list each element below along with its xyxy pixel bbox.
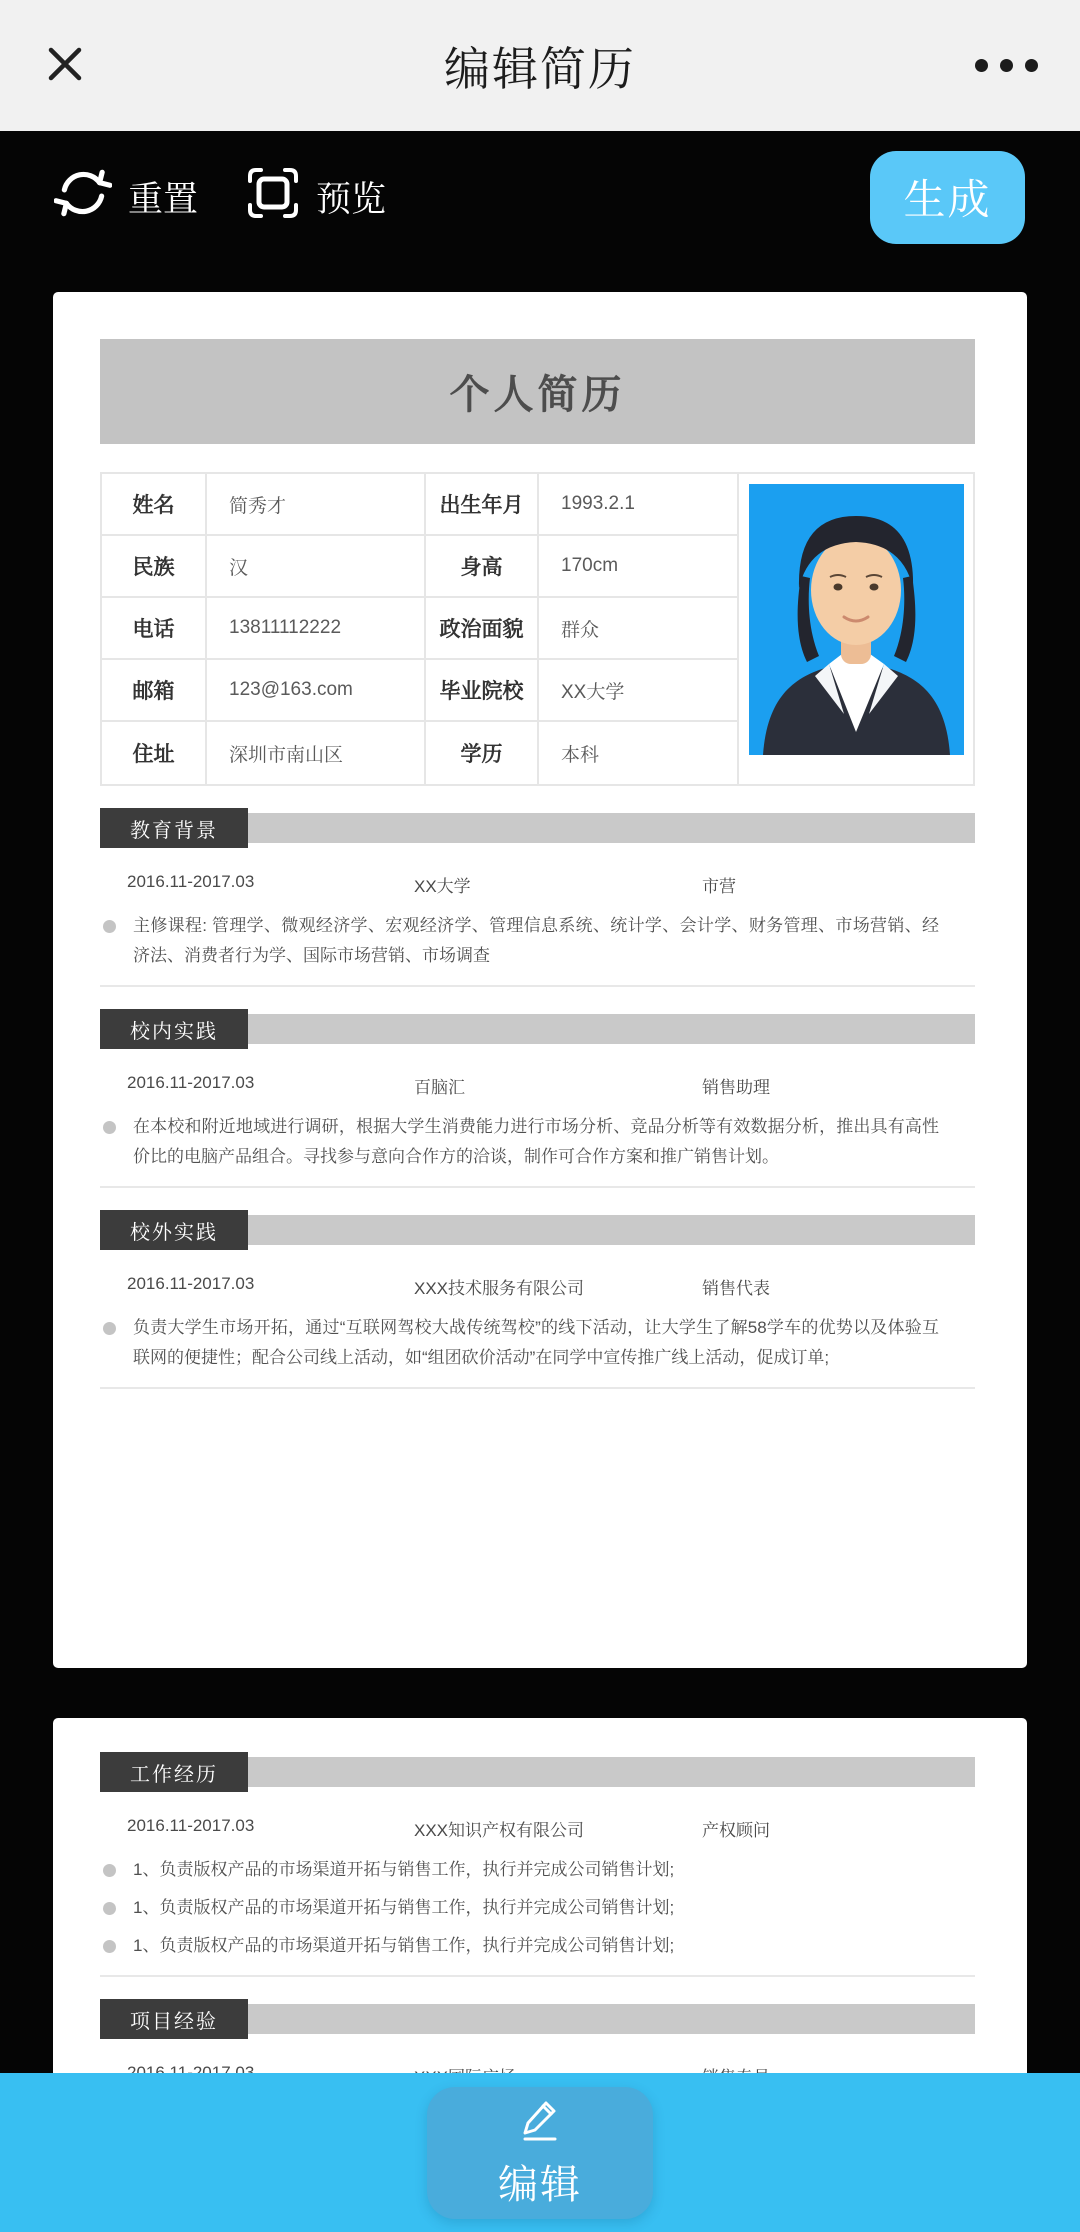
bullet-text: 1、负责版权产品的市场渠道开拓与销售工作，执行并完成公司销售计划; (133, 1936, 675, 1955)
edit-button[interactable] (427, 2087, 653, 2219)
top-bar (0, 0, 1080, 131)
section-date: 2016.11-2017.03 (127, 1816, 255, 1835)
section-header (100, 1009, 975, 1049)
info-value: 本科 (539, 722, 739, 784)
section-title: 教育背景 (130, 819, 218, 842)
toolbar (0, 131, 1080, 263)
section-bullets (100, 911, 975, 971)
bullet-dot-icon (103, 1902, 116, 1915)
page-title: 编辑简历 (444, 42, 636, 95)
section-header-bar (248, 1014, 975, 1044)
bullet-dot-icon (103, 1864, 116, 1877)
bullet-text: 在本校和附近地域进行调研，根据大学生消费能力进行市场分析、竞品分析等有效数据分析，推出具有高性价比的电脑产品组合。寻找参与意向合作方的洽谈，制作可合作方案和推广销售计划。 (133, 1117, 939, 1166)
section-header (100, 808, 975, 848)
bottom-bar (0, 2073, 1080, 2232)
section-title-tab (100, 808, 248, 848)
bullet-dot-icon (103, 1322, 116, 1335)
section-organization: XXX技术服务有限公司 (414, 1279, 585, 1298)
section-role: 销售代表 (702, 1279, 770, 1298)
section-meta-row (100, 1073, 975, 1098)
section-divider (100, 1387, 975, 1389)
section-title: 校外实践 (130, 1221, 218, 1244)
id-photo (749, 484, 964, 755)
info-value: 群众 (539, 598, 739, 660)
bullet-text: 主修课程: 管理学、微观经济学、宏观经济学、管理信息系统、统计学、会计学、财务管理、市场营销、经济法、消费者行为学、国际市场营销、市场调查 (133, 916, 939, 965)
section-divider (100, 1975, 975, 1977)
section-header (100, 1752, 975, 1792)
section-divider (100, 985, 975, 987)
section-role: 市营 (702, 877, 736, 896)
info-label: 出生年月 (426, 474, 539, 536)
info-value: 123@163.com (207, 660, 426, 722)
section-header-bar (248, 1215, 975, 1245)
bullet-item (100, 1112, 975, 1172)
info-value: 汉 (207, 536, 426, 598)
bullet-dot-icon (103, 1121, 116, 1134)
reset-icon (54, 164, 112, 231)
section-bullets (100, 1313, 975, 1373)
section-organization: 百脑汇 (414, 1078, 465, 1097)
bullet-text: 1、负责版权产品的市场渠道开拓与销售工作，执行并完成公司销售计划; (133, 1898, 675, 1917)
pencil-icon (516, 2097, 564, 2151)
edit-label: 编辑 (498, 2162, 582, 2207)
section-title-tab (100, 1752, 248, 1792)
resume-section (100, 1009, 975, 1188)
section-header-bar (248, 1757, 975, 1787)
section-role: 销售助理 (702, 1078, 770, 1097)
bullet-item (100, 1313, 975, 1373)
section-header-bar (248, 813, 975, 843)
resume-title-banner: 个人简历 (100, 339, 975, 444)
info-value: 170cm (539, 536, 739, 598)
bullet-dot-icon (103, 1940, 116, 1953)
section-title: 工作经历 (130, 1763, 218, 1786)
section-bullets (100, 1855, 975, 1961)
info-table (102, 474, 739, 784)
bullet-text: 负责大学生市场开拓，通过“互联网驾校大战传统驾校”的线下活动，让大学生了解58学车的优势以及体验互联网的便捷性；配合公司线上活动，如“组团砍价活动”在同学中宣传推广线上活动，促成订单; (133, 1318, 939, 1367)
section-meta-row (100, 1274, 975, 1299)
bullet-item (100, 1931, 975, 1961)
info-label: 姓名 (102, 474, 207, 536)
info-label: 政治面貌 (426, 598, 539, 660)
section-meta-row (100, 1816, 975, 1841)
info-label: 电话 (102, 598, 207, 660)
section-title: 项目经验 (130, 2010, 218, 2033)
section-date: 2016.11-2017.03 (127, 872, 255, 891)
info-value: 13811112222 (207, 598, 426, 660)
section-header (100, 1210, 975, 1250)
sections-page-2 (100, 1752, 975, 2088)
info-value: 简秀才 (207, 474, 426, 536)
resume-page-1 (53, 292, 1027, 1668)
info-label: 民族 (102, 536, 207, 598)
section-divider (100, 1186, 975, 1188)
reset-button[interactable] (54, 164, 198, 231)
preview-icon (246, 166, 300, 229)
section-bullets (100, 1112, 975, 1172)
info-label: 毕业院校 (426, 660, 539, 722)
section-meta-row (100, 872, 975, 897)
resume-section (100, 1210, 975, 1389)
generate-button[interactable]: 生成 (870, 151, 1025, 244)
preview-button[interactable] (246, 166, 386, 229)
section-date: 2016.11-2017.03 (127, 1073, 255, 1092)
section-organization: XXX知识产权有限公司 (414, 1821, 585, 1840)
info-label: 学历 (426, 722, 539, 784)
section-date: 2016.11-2017.03 (127, 1274, 255, 1293)
info-value: 1993.2.1 (539, 474, 739, 536)
personal-info-block (100, 472, 975, 786)
reset-label: 重置 (128, 180, 199, 219)
bullet-item (100, 1893, 975, 1923)
resume-section (100, 1752, 975, 1977)
bullet-dot-icon (103, 920, 116, 933)
section-title-tab (100, 1999, 248, 2039)
sections-page-1 (100, 808, 975, 1389)
resume-section (100, 808, 975, 987)
section-organization: XX大学 (414, 877, 471, 896)
section-role: 产权顾问 (702, 1821, 770, 1840)
section-header (100, 1999, 975, 2039)
section-title-tab (100, 1009, 248, 1049)
preview-scroll-area[interactable] (0, 131, 1080, 2232)
info-value: XX大学 (539, 660, 739, 722)
bullet-item (100, 1855, 975, 1885)
info-label: 住址 (102, 722, 207, 784)
bullet-text: 1、负责版权产品的市场渠道开拓与销售工作，执行并完成公司销售计划; (133, 1860, 675, 1879)
preview-label: 预览 (316, 180, 387, 219)
section-title-tab (100, 1210, 248, 1250)
section-title: 校内实践 (130, 1020, 218, 1043)
info-value: 深圳市南山区 (207, 722, 426, 784)
photo-cell (739, 474, 973, 784)
info-label: 邮箱 (102, 660, 207, 722)
section-header-bar (248, 2004, 975, 2034)
info-label: 身高 (426, 536, 539, 598)
bullet-item (100, 911, 975, 971)
